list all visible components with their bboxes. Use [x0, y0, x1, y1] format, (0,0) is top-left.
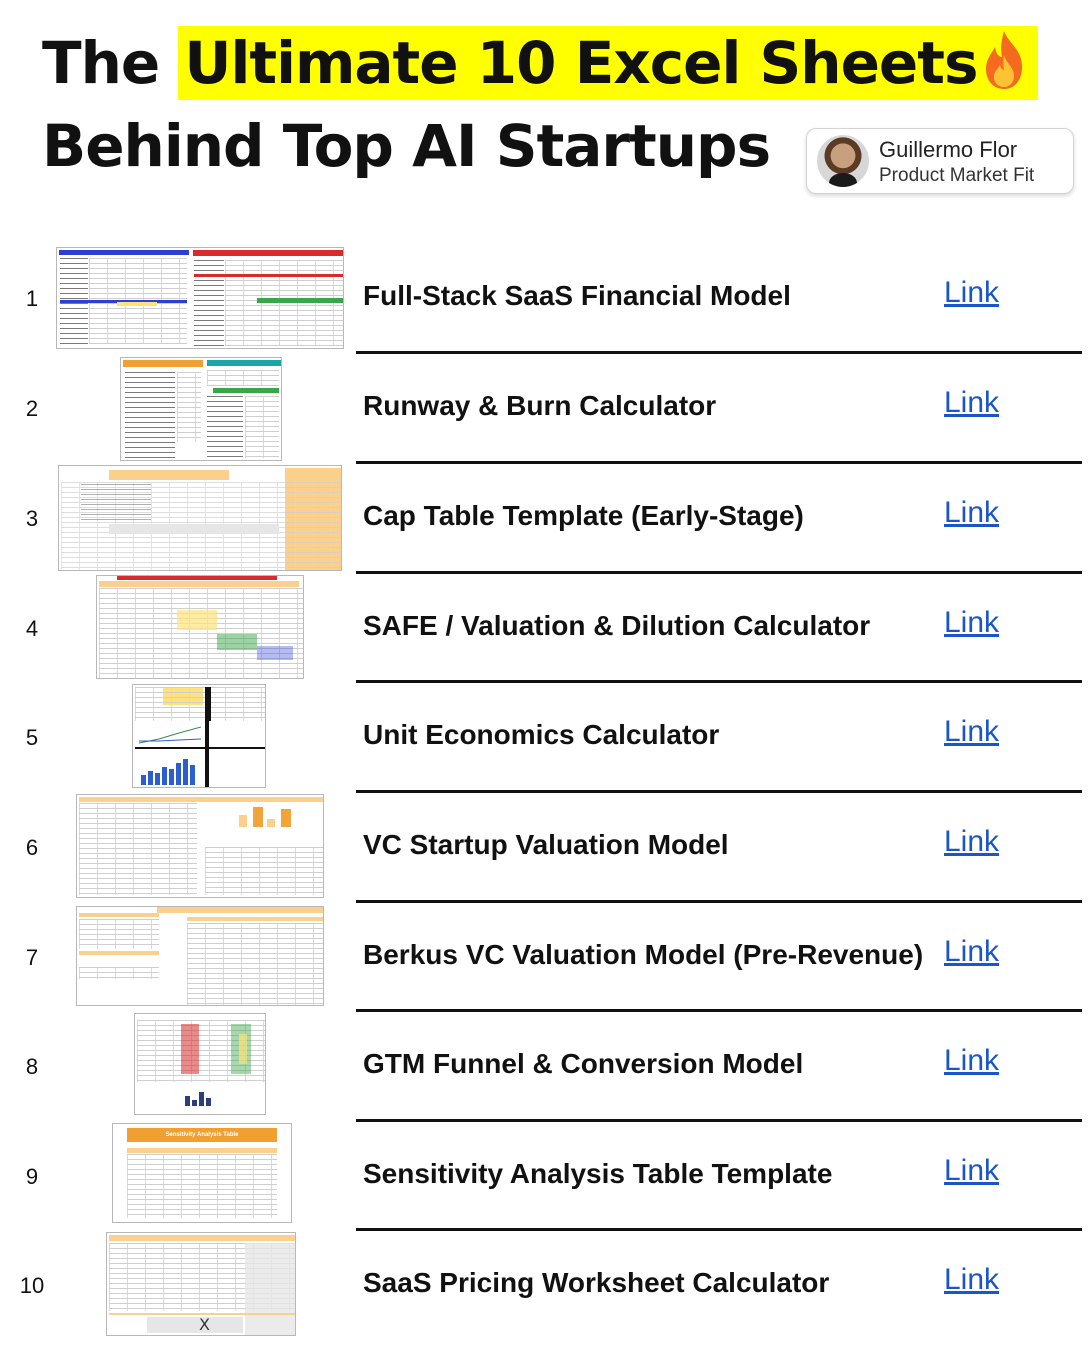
- item-number: 1: [25, 286, 39, 311]
- title-prefix: The: [42, 29, 179, 97]
- item-label: SAFE / Valuation & Dilution Calculator: [363, 610, 871, 641]
- item-label: Unit Economics Calculator: [363, 719, 720, 750]
- list-item: [0, 463, 1092, 573]
- item-label: GTM Funnel & Conversion Model: [363, 1048, 804, 1079]
- spreadsheet-thumbnail: [56, 247, 344, 349]
- item-label: VC Startup Valuation Model: [363, 829, 729, 860]
- item-number: 4: [25, 616, 39, 641]
- page-title-line-1: [42, 26, 1038, 100]
- spreadsheet-thumbnail: [112, 1123, 292, 1223]
- item-number: 10: [19, 1273, 45, 1298]
- title-highlight: Ultimate 10 Excel Sheets: [178, 26, 1037, 100]
- page-title-line-2: Behind Top AI Startups: [42, 112, 771, 180]
- spreadsheet-thumbnail: [134, 1013, 266, 1115]
- item-link[interactable]: Link: [944, 276, 1000, 309]
- list-item: [0, 353, 1092, 463]
- item-link[interactable]: Link: [944, 496, 1000, 529]
- list-item: [0, 682, 1092, 792]
- pricing-mark: X: [199, 1315, 210, 1334]
- list-item: [0, 902, 1092, 1012]
- list-item: [0, 1011, 1092, 1121]
- list-item: [0, 1230, 1092, 1340]
- item-link[interactable]: Link: [944, 1044, 1000, 1077]
- item-link[interactable]: Link: [944, 935, 1000, 968]
- spreadsheet-thumbnail: [106, 1232, 296, 1336]
- item-number: 2: [25, 396, 39, 421]
- item-link[interactable]: Link: [944, 1263, 1000, 1296]
- item-link[interactable]: Link: [944, 606, 1000, 639]
- item-label: Cap Table Template (Early-Stage): [363, 500, 804, 531]
- avatar: [817, 135, 869, 187]
- sensitivity-header: Sensitivity Analysis Table: [127, 1128, 277, 1142]
- item-link[interactable]: Link: [944, 1154, 1000, 1187]
- item-number: 5: [25, 725, 39, 750]
- item-number: 9: [25, 1164, 39, 1189]
- spreadsheet-thumbnail: [132, 684, 266, 788]
- item-link[interactable]: Link: [944, 825, 1000, 858]
- list-item: [0, 792, 1092, 902]
- list-item: [0, 243, 1092, 353]
- item-link[interactable]: Link: [944, 715, 1000, 748]
- item-label: Berkus VC Valuation Model (Pre-Revenue): [363, 939, 924, 970]
- item-link[interactable]: Link: [944, 386, 1000, 419]
- item-label: Full-Stack SaaS Financial Model: [363, 280, 791, 311]
- author-name: Guillermo Flor: [879, 137, 1018, 162]
- item-label: Sensitivity Analysis Table Template: [363, 1158, 833, 1189]
- spreadsheet-thumbnail: [76, 906, 324, 1006]
- item-number: 8: [25, 1054, 39, 1079]
- spreadsheet-thumbnail: [58, 465, 342, 571]
- spreadsheet-thumbnail: [76, 794, 324, 898]
- fire-icon: [978, 29, 1030, 91]
- spreadsheet-thumbnail: [120, 357, 282, 461]
- item-number: 3: [25, 506, 39, 531]
- item-number: 7: [25, 945, 39, 970]
- list-item: [0, 573, 1092, 683]
- item-number: 6: [25, 835, 39, 860]
- author-subtitle: Product Market Fit: [879, 165, 1035, 186]
- item-label: SaaS Pricing Worksheet Calculator: [363, 1267, 830, 1298]
- list-item: [0, 1121, 1092, 1231]
- item-label: Runway & Burn Calculator: [363, 390, 717, 421]
- author-badge: [806, 128, 1074, 194]
- spreadsheet-thumbnail: [96, 575, 304, 679]
